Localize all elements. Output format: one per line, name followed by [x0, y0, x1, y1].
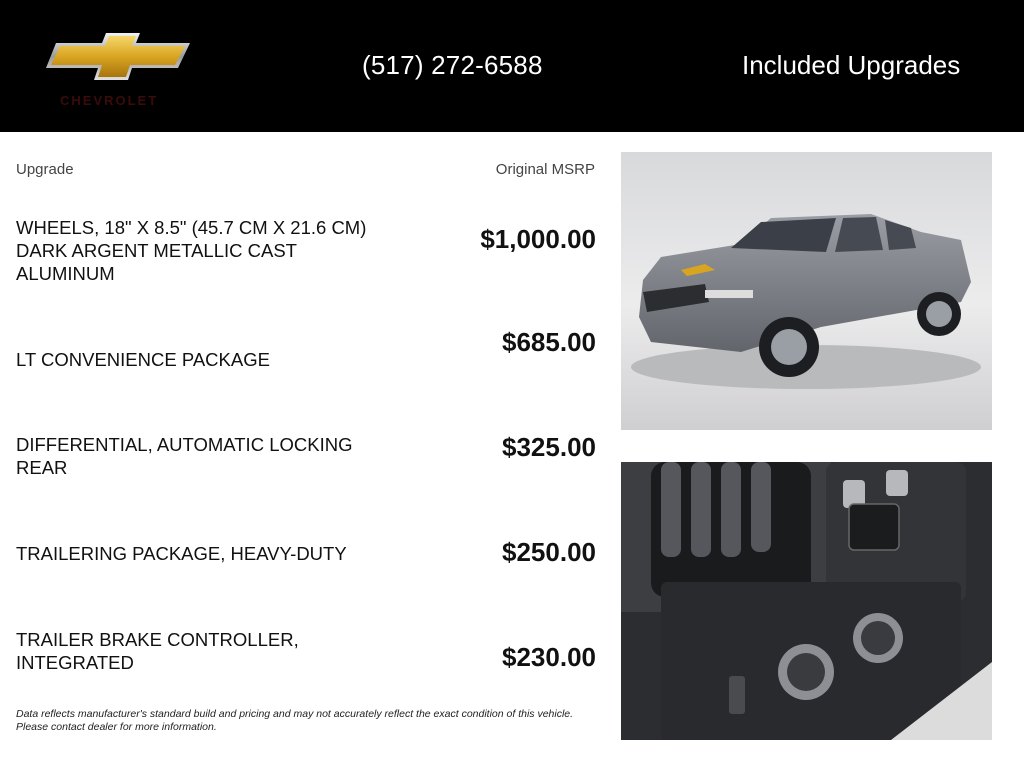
- upgrade-name: TRAILER BRAKE CONTROLLER, INTEGRATED: [16, 629, 299, 673]
- upgrade-price: $325.00: [502, 432, 596, 462]
- upgrade-price: $230.00: [502, 642, 596, 672]
- upgrade-name: WHEELS, 18" X 8.5" (45.7 CM X 21.6 CM) DARK ARGENT METALLIC CAST ALUMINUM: [16, 217, 367, 284]
- upgrade-name: LT CONVENIENCE PACKAGE: [16, 349, 270, 370]
- dealer-phone[interactable]: (517) 272-6588: [362, 50, 543, 80]
- disclaimer: Data reflects manufacturer's standard build and pricing and may not accurately reflect the exact condition of this vehicle. Please contact dealer for more information.: [16, 708, 574, 733]
- vehicle-exterior-photo[interactable]: [621, 152, 992, 430]
- column-header-msrp: Original MSRP: [495, 161, 595, 178]
- brand-wordmark: CHEVROLET: [60, 93, 159, 108]
- upgrade-price: $250.00: [502, 537, 596, 567]
- upgrade-row: [16, 214, 596, 319]
- header: [0, 0, 1024, 132]
- upgrade-name: TRAILERING PACKAGE, HEAVY-DUTY: [16, 543, 347, 564]
- column-header-upgrade: Upgrade: [16, 161, 74, 178]
- upgrade-name: DIFFERENTIAL, AUTOMATIC LOCKING REAR: [16, 434, 353, 478]
- upgrade-row: [16, 319, 596, 424]
- upgrade-price: $1,000.00: [480, 224, 596, 254]
- upgrade-row: [16, 424, 596, 529]
- page-title: Included Upgrades: [742, 50, 961, 80]
- vehicle-interior-photo[interactable]: [621, 462, 992, 740]
- upgrade-price: $685.00: [502, 327, 596, 357]
